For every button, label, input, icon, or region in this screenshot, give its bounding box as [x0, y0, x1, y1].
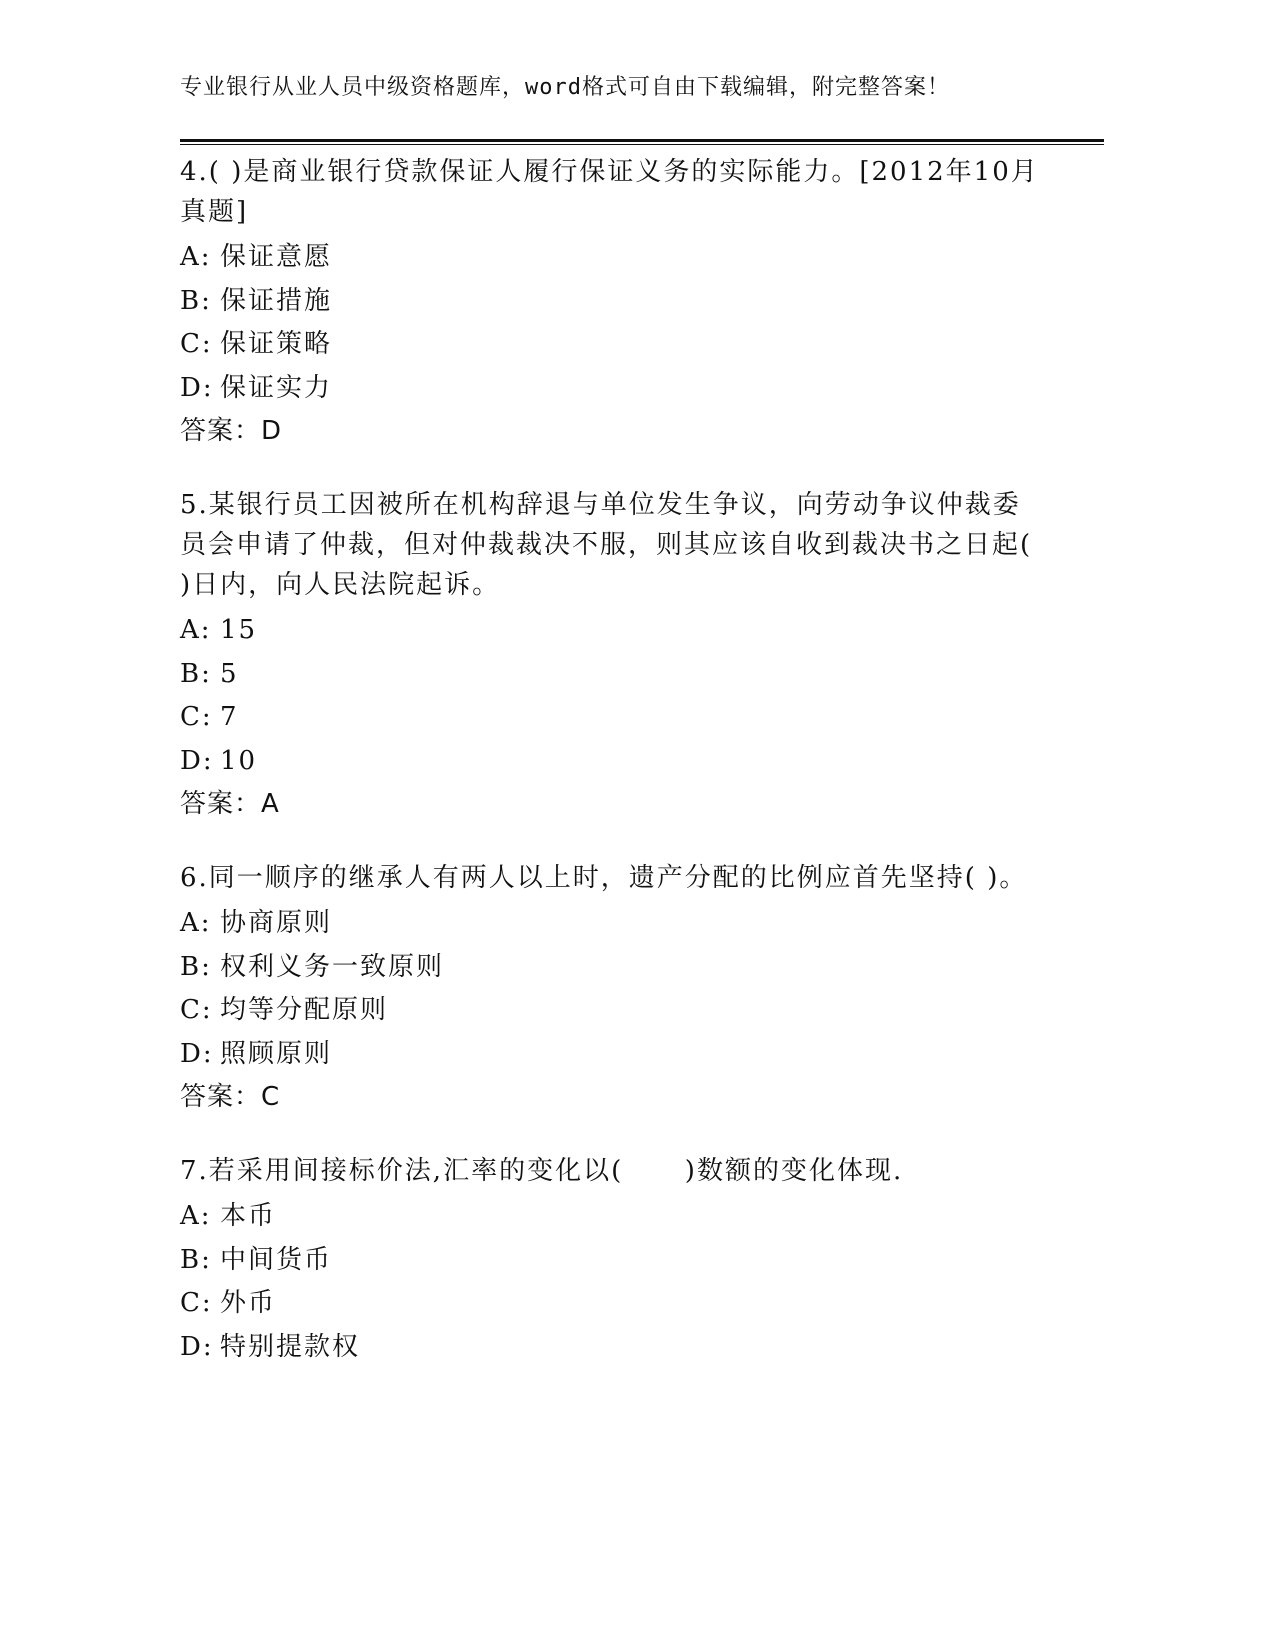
- option-text: 10: [220, 745, 258, 776]
- option-text: 7: [220, 702, 239, 732]
- option-text: 特别提款权: [220, 1331, 361, 1362]
- question-5: [180, 485, 1040, 826]
- question-6: [180, 858, 1040, 1119]
- option-d: [180, 367, 1040, 411]
- option-d: [180, 1033, 1040, 1077]
- option-a: [180, 1195, 1040, 1239]
- question-list: [180, 152, 1040, 1401]
- option-c: [180, 1282, 1040, 1326]
- option-letter: B:: [180, 951, 212, 982]
- option-text: 保证实力: [220, 372, 333, 403]
- option-letter: C:: [180, 702, 213, 732]
- question-stem: 6.同一顺序的继承人有两人以上时，遗产分配的比例应首先坚持( )。: [180, 863, 1028, 893]
- option-text: 5: [220, 658, 239, 689]
- option-letter: A:: [180, 1201, 212, 1231]
- option-letter: C:: [180, 995, 213, 1025]
- question-stem: 4.( )是商业银行贷款保证人履行保证义务的实际能力。[2012年10月真题]: [180, 157, 1039, 227]
- answer: 答案：C: [180, 1082, 281, 1112]
- option-letter: D:: [180, 1038, 214, 1069]
- header-rule-thick: [180, 139, 1104, 142]
- option-text: 照顾原则: [220, 1038, 333, 1069]
- header-rule-thin: [180, 144, 1104, 145]
- option-a: [180, 609, 1040, 653]
- option-letter: B:: [180, 285, 212, 316]
- option-text: 保证意愿: [220, 242, 333, 272]
- page-header: 专业银行从业人员中级资格题库，word格式可自由下载编辑，附完整答案！: [180, 75, 950, 100]
- option-letter: B:: [180, 658, 212, 689]
- option-text: 外币: [220, 1288, 277, 1318]
- option-letter: D:: [180, 372, 214, 403]
- option-letter: A:: [180, 908, 212, 938]
- question-stem: 5.某银行员工因被所在机构辞退与单位发生争议，向劳动争议仲裁委员会申请了仲裁，但对仲裁裁决不服，则其应该自收到裁决书之日起( )日内，向人民法院起诉。: [180, 490, 1033, 600]
- question-stem: 7.若采用间接标价法,汇率的变化以( )数额的变化体现.: [180, 1156, 904, 1186]
- option-text: 中间货币: [220, 1244, 333, 1275]
- option-text: 保证措施: [220, 285, 333, 316]
- option-letter: C:: [180, 1288, 213, 1318]
- option-letter: A:: [180, 615, 212, 645]
- answer: 答案：D: [180, 416, 283, 446]
- option-d: [180, 740, 1040, 784]
- option-letter: D:: [180, 1331, 214, 1362]
- option-c: [180, 323, 1040, 367]
- option-a: [180, 902, 1040, 946]
- option-d: [180, 1326, 1040, 1370]
- option-b: [180, 653, 1040, 697]
- option-text: 本币: [220, 1201, 277, 1231]
- answer: 答案：A: [180, 789, 280, 819]
- question-7: [180, 1151, 1040, 1369]
- option-text: 15: [220, 615, 258, 645]
- option-text: 协商原则: [220, 908, 333, 938]
- option-text: 权利义务一致原则: [220, 951, 445, 982]
- option-letter: B:: [180, 1244, 212, 1275]
- question-4: [180, 152, 1040, 453]
- option-c: [180, 696, 1040, 740]
- option-letter: D:: [180, 745, 214, 776]
- option-b: [180, 280, 1040, 324]
- option-b: [180, 946, 1040, 990]
- option-text: 均等分配原则: [220, 995, 389, 1025]
- option-a: [180, 236, 1040, 280]
- option-c: [180, 989, 1040, 1033]
- option-b: [180, 1239, 1040, 1283]
- option-text: 保证策略: [220, 329, 333, 359]
- option-letter: A:: [180, 242, 212, 272]
- option-letter: C:: [180, 329, 213, 359]
